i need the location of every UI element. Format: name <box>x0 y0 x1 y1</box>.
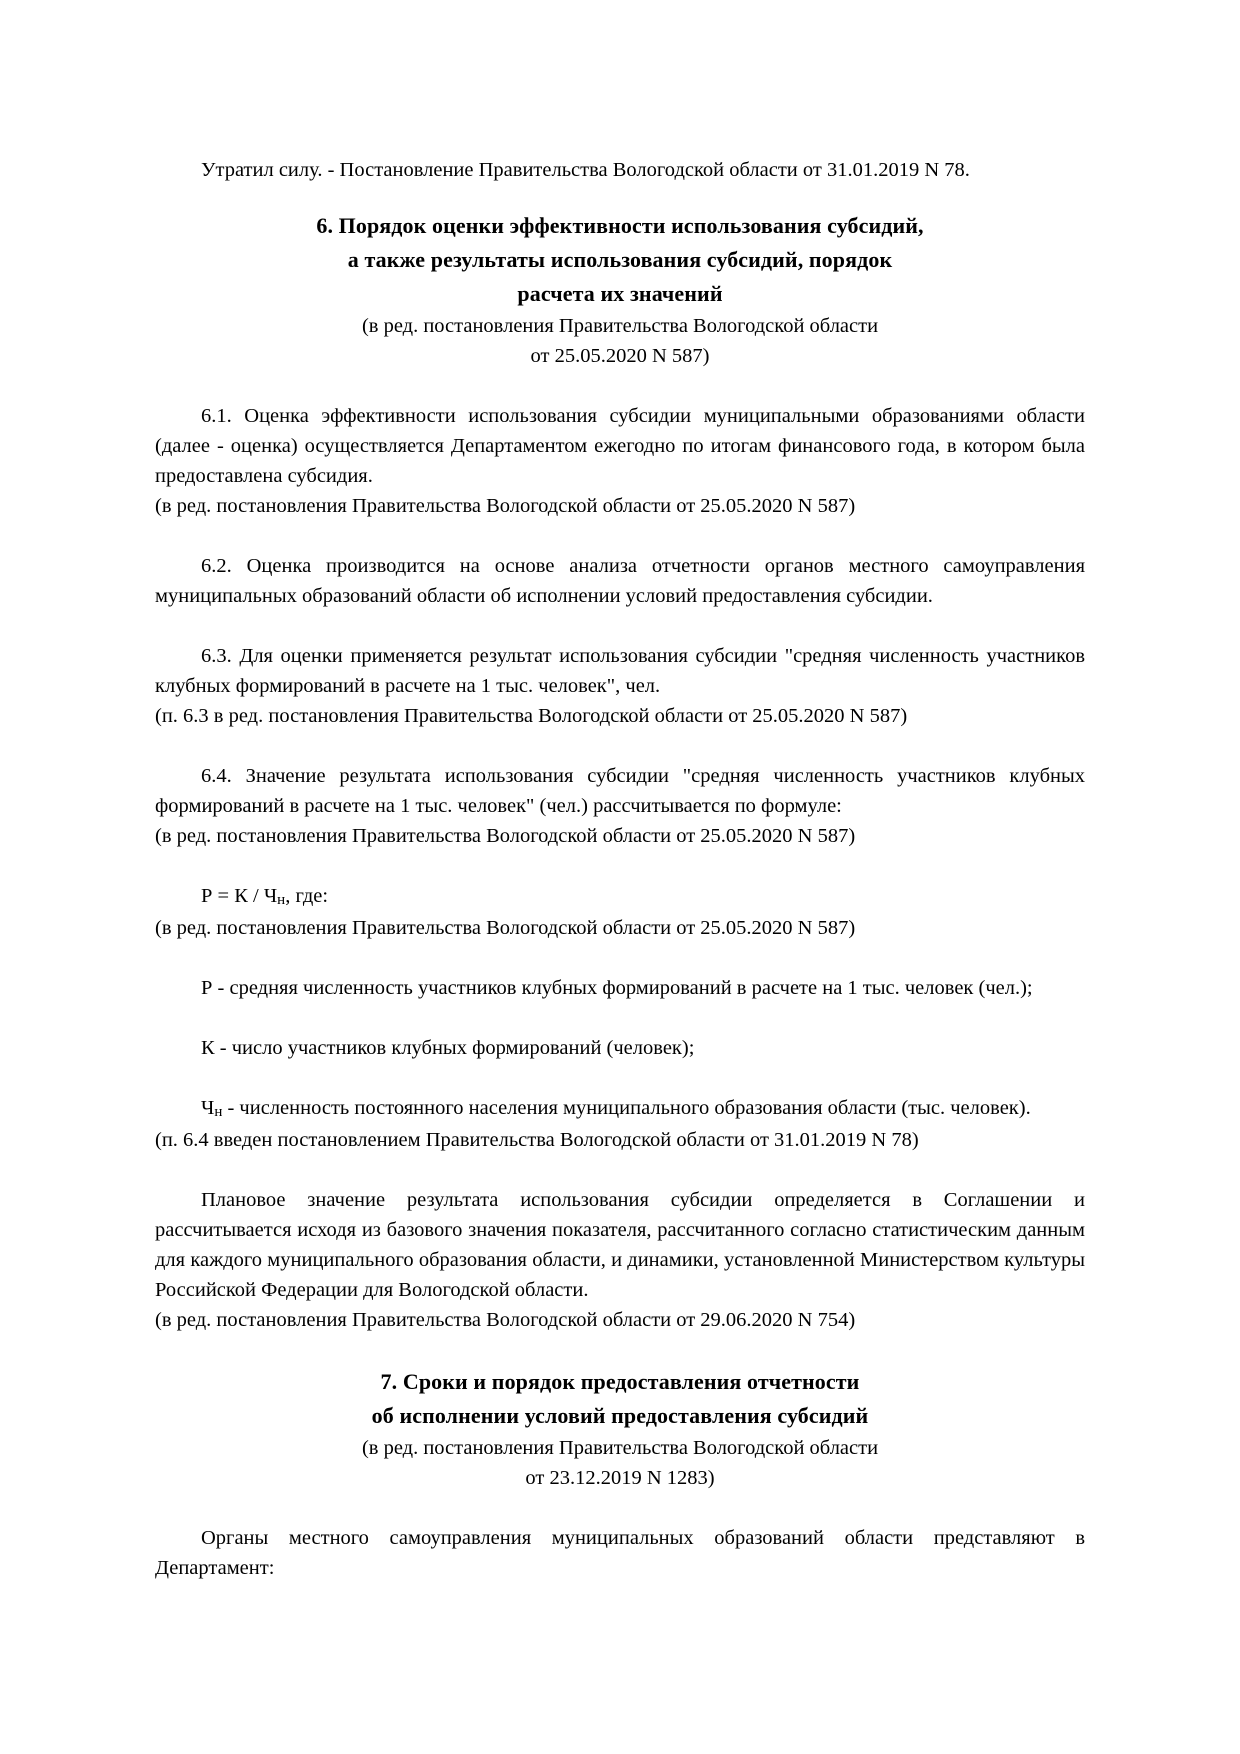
section-6-heading <box>155 209 1085 371</box>
formula-prefix: Р = К / Ч <box>201 885 278 907</box>
formula-amendment-note: (в ред. постановления Правительства Вологодской области от 25.05.2020 N 587) <box>155 917 856 939</box>
spacer <box>155 185 1085 209</box>
spacer <box>155 1003 1085 1033</box>
section-6-heading-line-2: а также результаты использования субсидий, порядок <box>347 247 893 272</box>
spacer <box>155 1063 1085 1093</box>
section-7-heading <box>155 1365 1085 1493</box>
clause-6-4: 6.4. Значение результата использования субсидии "средняя численность участников клубных формирований в расчете на 1 тыс. человек" (чел.) рассчитывается по формуле: <box>155 765 1085 817</box>
formula-suffix: , где: <box>285 885 329 907</box>
definition-chn-suffix: - численность постоянного населения муниципального образования области (тыс. человек). <box>222 1097 1031 1119</box>
clause-6-1: 6.1. Оценка эффективности использования субсидии муниципальными образованиями области (далее - оценка) осуществляется Департаментом ежегодно по итогам финансового года, в котором была предоставлена субсидия. <box>155 405 1085 487</box>
spacer <box>155 611 1085 641</box>
spacer <box>155 1155 1085 1185</box>
definition-chn-prefix: Ч <box>201 1097 215 1119</box>
definition-chn-amendment-note: (п. 6.4 введен постановлением Правительства Вологодской области от 31.01.2019 N 78) <box>155 1129 919 1151</box>
section-7-intro-paragraph: Органы местного самоуправления муниципальных образований области представляют в Департамент: <box>155 1527 1085 1579</box>
section-7-heading-line-1: 7. Сроки и порядок предоставления отчетности <box>380 1369 860 1394</box>
clause-6-2: 6.2. Оценка производится на основе анализа отчетности органов местного самоуправления муниципальных образований области об исполнении условий предоставления субсидии. <box>155 555 1085 607</box>
clause-6-3-amendment-note: (п. 6.3 в ред. постановления Правительства Вологодской области от 25.05.2020 N 587) <box>155 705 908 727</box>
clause-6-4-amendment-note: (в ред. постановления Правительства Вологодской области от 25.05.2020 N 587) <box>155 825 856 847</box>
spacer <box>155 731 1085 761</box>
section-7-heading-amendment-line-2: от 23.12.2019 N 1283) <box>525 1467 715 1489</box>
section-6-heading-amendment-line-2: от 25.05.2020 N 587) <box>530 345 710 367</box>
section-7-heading-amendment-line-1: (в ред. постановления Правительства Вологодской области <box>361 1437 879 1459</box>
clause-6-1-amendment-note: (в ред. постановления Правительства Вологодской области от 25.05.2020 N 587) <box>155 495 856 517</box>
spacer <box>155 1335 1085 1365</box>
spacer <box>155 943 1085 973</box>
planned-value-amendment-note: (в ред. постановления Правительства Вологодской области от 29.06.2020 N 754) <box>155 1309 856 1331</box>
definition-k: К - число участников клубных формирований (человек); <box>201 1037 695 1059</box>
repealed-notice: Утратил силу. - Постановление Правительства Вологодской области от 31.01.2019 N 78. <box>201 159 970 181</box>
spacer <box>155 521 1085 551</box>
spacer <box>155 851 1085 881</box>
clause-6-3: 6.3. Для оценки применяется результат использования субсидии "средняя численность участников клубных формирований в расчете на 1 тыс. человек", чел. <box>155 645 1085 697</box>
definition-p: Р - средняя численность участников клубных формирований в расчете на 1 тыс. человек (чел.); <box>201 977 1033 999</box>
section-6-heading-line-3: расчета их значений <box>517 281 723 306</box>
definition-chn <box>155 1093 1085 1125</box>
spacer <box>155 371 1085 401</box>
definition-chn-subscript: н <box>214 1104 223 1120</box>
section-6-heading-line-1: 6. Порядок оценки эффективности использования субсидий, <box>316 213 924 238</box>
formula-subscript: н <box>277 892 286 908</box>
section-6-heading-amendment-line-1: (в ред. постановления Правительства Вологодской области <box>361 315 879 337</box>
formula-line <box>155 881 1085 913</box>
planned-value-paragraph: Плановое значение результата использования субсидии определяется в Соглашении и рассчитывается исходя из базового значения показателя, рассчитанного согласно статистическим данным для каждого муниципального образования области, и динамики, установленной Министерством культуры Российской Федерации для Вологодской области. <box>155 1189 1085 1301</box>
spacer <box>155 1493 1085 1523</box>
section-7-heading-line-2: об исполнении условий предоставления субсидий <box>371 1403 869 1428</box>
document-body <box>155 155 1085 1583</box>
